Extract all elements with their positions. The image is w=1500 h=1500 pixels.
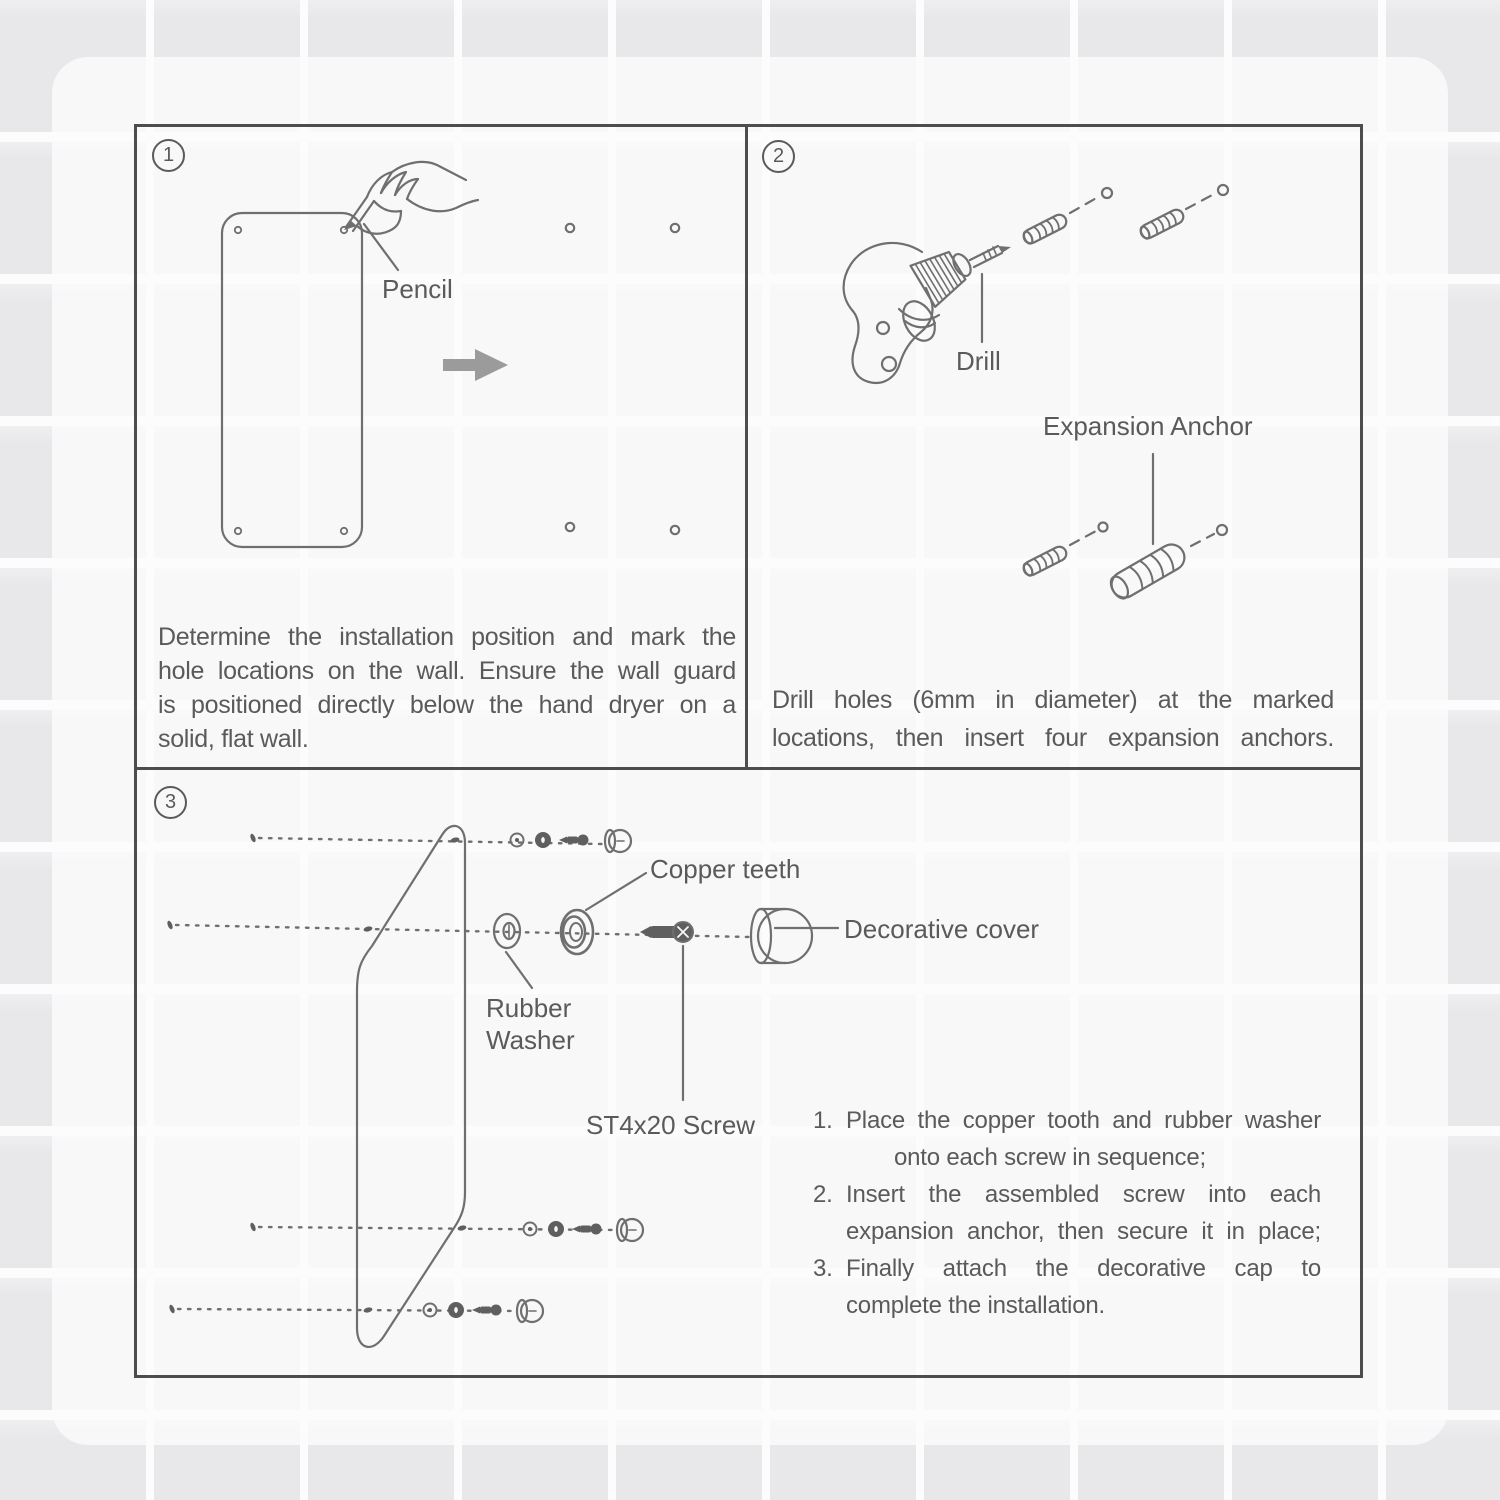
rubber-washer-leader-line <box>506 952 532 988</box>
drilled-hole-icon <box>1099 523 1108 532</box>
drilled-hole-icon <box>1218 185 1228 195</box>
hardware-set-row1 <box>511 830 632 852</box>
copper-teeth-label: Copper teeth <box>650 854 801 884</box>
step-1-badge: 1 <box>152 139 185 172</box>
instruction-item <box>813 1250 1321 1324</box>
panel-step-3 <box>134 770 1363 1378</box>
instruction-card <box>52 57 1448 1445</box>
expansion-anchor-icon <box>1138 207 1185 240</box>
decorative-cover-icon <box>751 909 812 963</box>
drilled-hole-icon <box>1102 188 1112 198</box>
pencil-label: Pencil <box>382 274 453 304</box>
pencil-leader-line <box>364 224 398 270</box>
rubber-washer-label <box>486 992 575 1056</box>
anchor-dashed-line <box>1070 531 1096 545</box>
direction-arrow-icon <box>443 349 508 381</box>
wall-screw-mark-icons <box>166 833 467 1314</box>
screw-label: ST4x20 Screw <box>586 1110 756 1140</box>
step-1-text-line: solid, flat wall. <box>158 725 309 753</box>
expansion-anchor-large-icon <box>1107 540 1189 603</box>
step-3-badge: 3 <box>154 786 187 819</box>
step-2-illustration <box>748 124 1363 770</box>
anchor-dashed-line <box>1186 193 1216 209</box>
step-2-text-line: Drill holes (6mm in diameter) at the marked <box>772 686 1334 714</box>
copper-teeth-leader-line <box>586 873 646 910</box>
step-2-badge: 2 <box>762 140 795 173</box>
expansion-anchor-icon <box>1021 212 1068 245</box>
item-number: 1. <box>813 1107 833 1134</box>
instruction-line: expansion anchor, then secure it in place; <box>846 1218 1321 1245</box>
anchor-dashed-line <box>1191 534 1214 546</box>
panel-step-1 <box>134 124 748 770</box>
instruction-item <box>813 1102 1321 1176</box>
item-number: 2. <box>813 1181 833 1208</box>
panel-divider-vertical <box>745 124 748 770</box>
step-2-text <box>772 681 1334 757</box>
step-1-text-line: is positioned directly below the hand dryer on a <box>158 691 736 719</box>
rubber-washer-label-line: Rubber <box>486 993 572 1023</box>
panel-divider-horizontal <box>134 767 1363 770</box>
step-1-text-line: hole locations on the wall. Ensure the wall guard <box>158 657 736 685</box>
step-1-text <box>158 620 736 756</box>
anchor-dashed-line <box>1070 196 1100 213</box>
expansion-anchor-label: Expansion Anchor <box>1043 411 1253 441</box>
screw-icon <box>640 922 693 942</box>
guard-hole-icons <box>235 227 347 534</box>
instruction-line: Finally attach the decorative cap to <box>846 1255 1321 1282</box>
panel-step-2 <box>748 124 1363 770</box>
instruction-line: onto each screw in sequence; <box>894 1144 1206 1171</box>
rubber-washer-label-line: Washer <box>486 1025 575 1055</box>
instruction-line: complete the installation. <box>846 1292 1105 1319</box>
drill-label: Drill <box>956 346 1001 376</box>
assembly-dotted-lines <box>176 838 750 1311</box>
decorative-cover-label: Decorative cover <box>844 914 1040 944</box>
item-number: 3. <box>813 1255 833 1282</box>
instruction-line: Insert the assembled screw into each <box>846 1181 1321 1208</box>
step-2-text-line: locations, then insert four expansion anchors. <box>772 724 1334 752</box>
drilled-hole-icon <box>1217 525 1227 535</box>
step-3-instructions <box>813 1102 1321 1324</box>
instruction-diagram <box>134 124 1363 1378</box>
wall-guard-outline <box>222 213 362 547</box>
instruction-line: Place the copper tooth and rubber washer <box>846 1107 1321 1134</box>
step-1-text-line: Determine the installation position and mark the <box>158 623 736 651</box>
wall-mark-icons <box>566 224 679 534</box>
wall-guard-perspective-outline <box>357 826 465 1347</box>
instruction-item <box>813 1176 1321 1250</box>
expansion-anchor-icon <box>1021 544 1068 577</box>
